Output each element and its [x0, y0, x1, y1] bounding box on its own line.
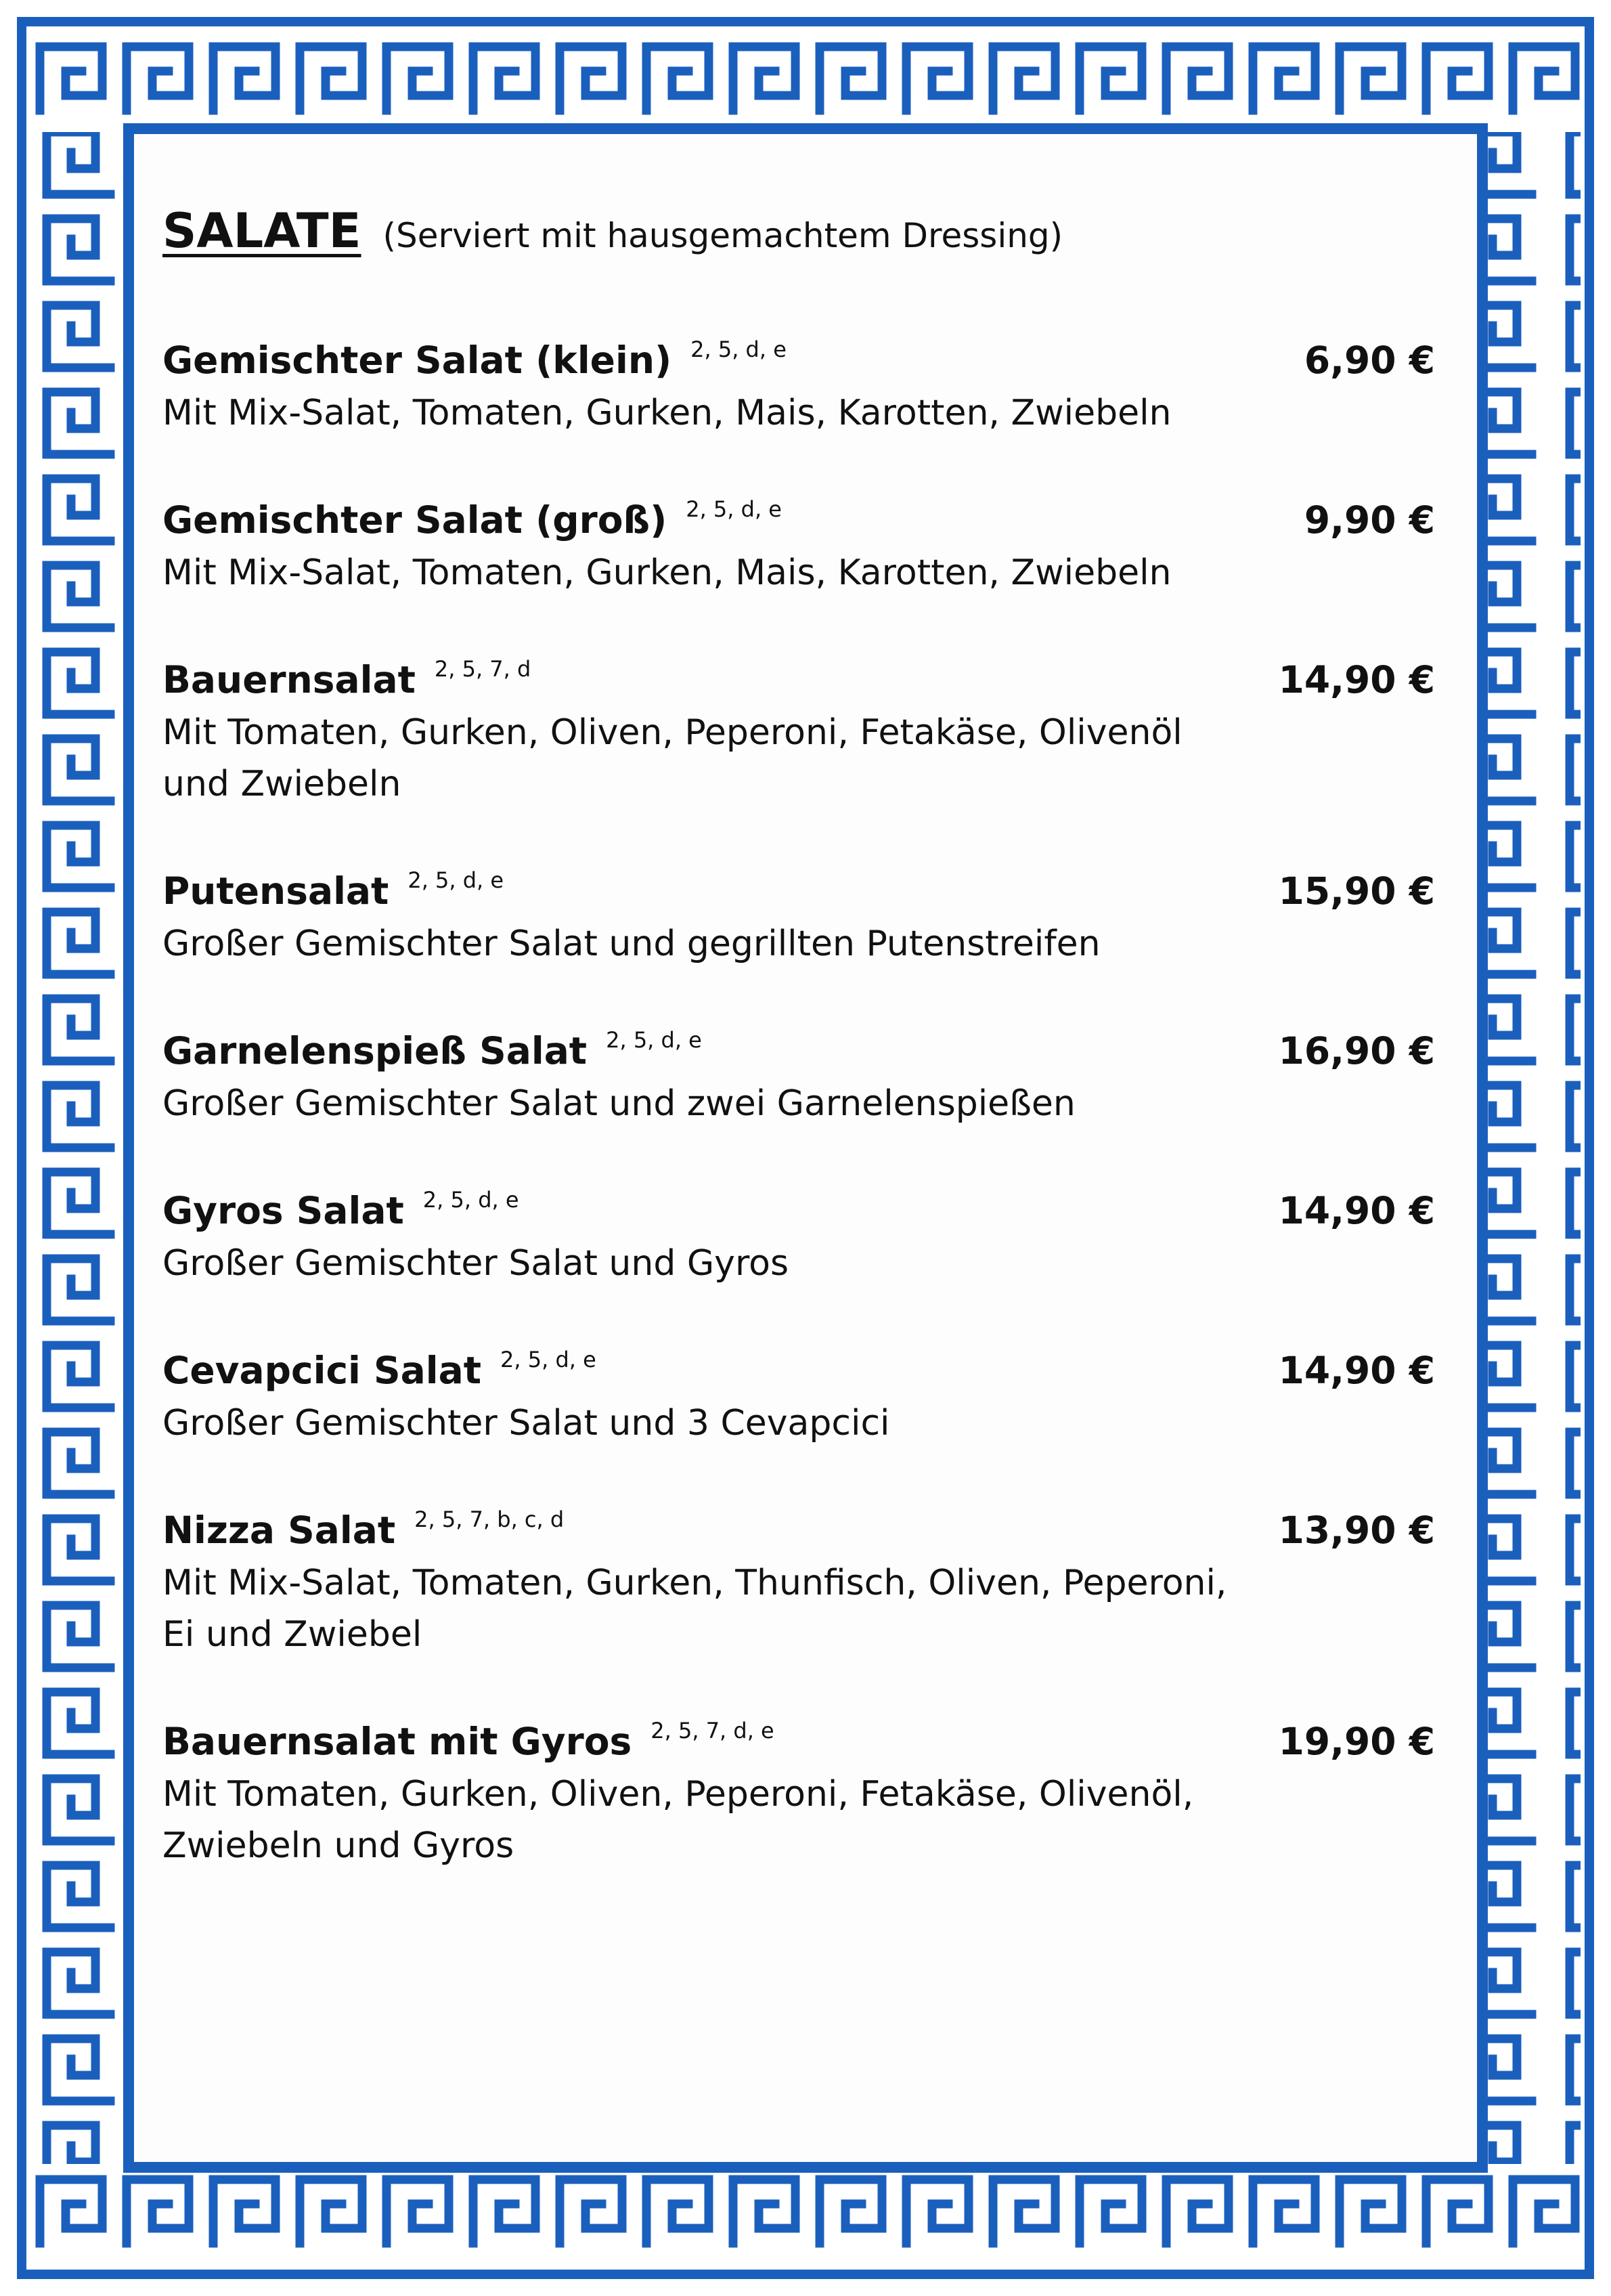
item-allergens: 2, 5, d, e	[407, 867, 504, 893]
item-name: Bauernsalat mit Gyros	[162, 1720, 632, 1763]
section-subtitle: (Serviert mit hausgemachtem Dressing)	[382, 216, 1063, 255]
item-price: 9,90 €	[1304, 498, 1435, 542]
menu-item	[162, 653, 1435, 810]
section-title: SALATE	[162, 203, 361, 259]
item-allergens: 2, 5, d, e	[422, 1187, 519, 1213]
item-name: Gemischter Salat (klein)	[162, 339, 672, 382]
item-price: 14,90 €	[1278, 1349, 1435, 1392]
item-name: Putensalat	[162, 869, 389, 913]
item-allergens: 2, 5, d, e	[690, 337, 787, 362]
item-price: 15,90 €	[1278, 869, 1435, 913]
menu-item	[162, 1503, 1435, 1660]
item-price: 13,90 €	[1278, 1509, 1435, 1552]
menu-item	[162, 1343, 1435, 1449]
item-name: Cevapcici Salat	[162, 1349, 482, 1392]
item-name: Garnelenspieß Salat	[162, 1029, 588, 1073]
item-allergens: 2, 5, d, e	[500, 1347, 596, 1372]
item-price: 14,90 €	[1278, 1189, 1435, 1232]
item-description: Mit Mix-Salat, Tomaten, Gurken, Thunfisch, Oliven, Peperoni, Ei und Zwiebel	[162, 1563, 1227, 1655]
item-description: Mit Mix-Salat, Tomaten, Gurken, Mais, Karotten, Zwiebeln	[162, 553, 1172, 593]
item-name: Bauernsalat	[162, 658, 416, 701]
item-allergens: 2, 5, 7, b, c, d	[414, 1507, 565, 1532]
item-price: 16,90 €	[1278, 1029, 1435, 1073]
item-description: Großer Gemischter Salat und gegrillten Putenstreifen	[162, 924, 1101, 964]
menu-item	[162, 1024, 1435, 1129]
section-header	[162, 203, 1435, 259]
menu-item	[162, 864, 1435, 970]
item-allergens: 2, 5, 7, d, e	[650, 1718, 774, 1743]
menu-item	[162, 333, 1435, 439]
item-name: Gyros Salat	[162, 1189, 404, 1232]
menu-item	[162, 1184, 1435, 1289]
item-allergens: 2, 5, d, e	[686, 496, 782, 522]
item-description: Großer Gemischter Salat und 3 Cevapcici	[162, 1403, 890, 1444]
item-price: 19,90 €	[1278, 1720, 1435, 1763]
menu-item	[162, 493, 1435, 599]
item-description: Mit Tomaten, Gurken, Oliven, Peperoni, Fetakäse, Olivenöl, Zwiebeln und Gyros	[162, 1774, 1194, 1866]
item-description: Mit Mix-Salat, Tomaten, Gurken, Mais, Karotten, Zwiebeln	[162, 393, 1172, 433]
item-description: Großer Gemischter Salat und Gyros	[162, 1243, 789, 1284]
menu-item	[162, 1714, 1435, 1871]
item-description: Großer Gemischter Salat und zwei Garnelenspießen	[162, 1083, 1076, 1124]
item-name: Nizza Salat	[162, 1509, 396, 1552]
item-name: Gemischter Salat (groß)	[162, 498, 667, 542]
item-allergens: 2, 5, 7, d	[434, 656, 531, 682]
item-description: Mit Tomaten, Gurken, Oliven, Peperoni, Fetakäse, Olivenöl und Zwiebeln	[162, 712, 1183, 804]
menu-content	[162, 203, 1435, 1926]
item-price: 14,90 €	[1278, 658, 1435, 701]
item-allergens: 2, 5, d, e	[606, 1027, 702, 1053]
item-price: 6,90 €	[1304, 339, 1435, 382]
